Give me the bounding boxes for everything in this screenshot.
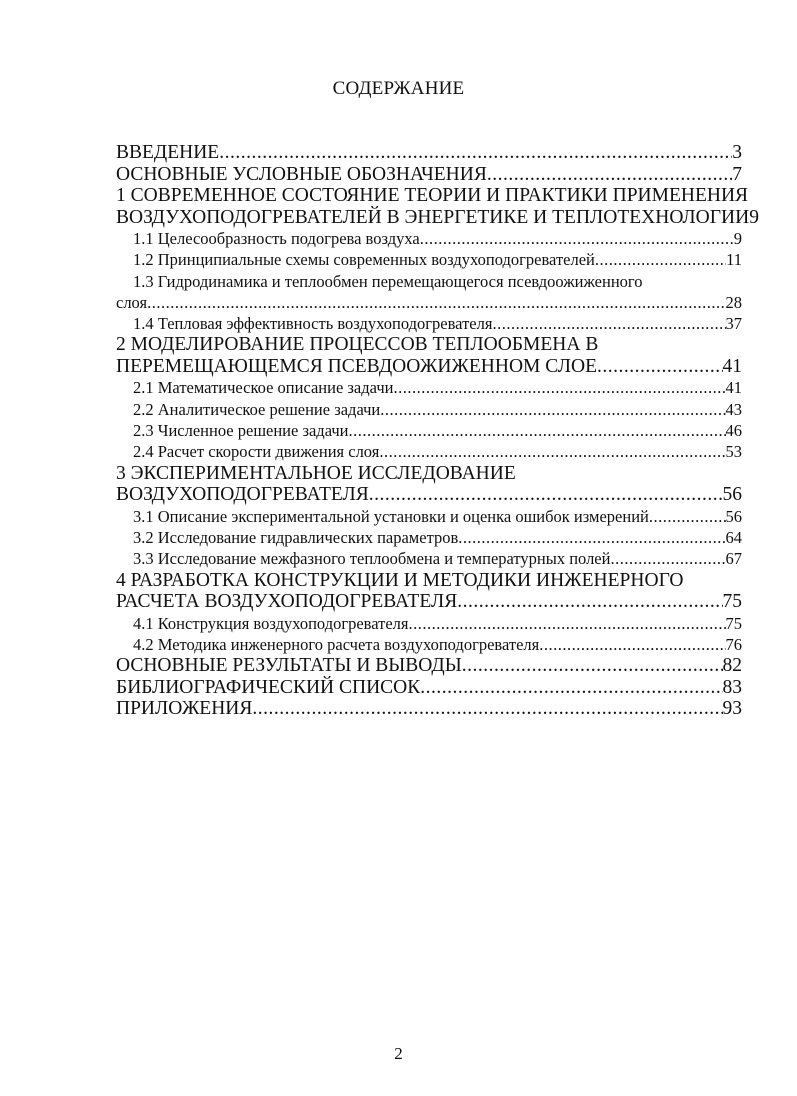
toc-entry-label-line1: 1 СОВРЕМЕННОЕ СОСТОЯНИЕ ТЕОРИИ И ПРАКТИКИ ПРИМЕНЕНИЯ [116, 185, 749, 206]
toc-page-number: 83 [722, 676, 742, 698]
toc-entry-label: ПЕРЕМЕЩАЮЩЕМСЯ ПСЕВДООЖИЖЕННОМ СЛОЕ [116, 355, 597, 377]
table-of-contents [116, 142, 759, 720]
toc-entry-bibliography[interactable] [116, 677, 742, 699]
dot-leader [539, 634, 725, 655]
toc-entry-section-3-1[interactable] [116, 506, 742, 527]
dot-leader [458, 527, 725, 548]
dot-leader [409, 613, 726, 634]
toc-entry-label: 2.3 Численное решение задачи [133, 421, 349, 441]
toc-entry-label: 2.4 Расчет скорости движения слоя [133, 442, 380, 462]
toc-page-number: 41 [725, 378, 742, 398]
toc-page-number: 67 [725, 549, 742, 569]
toc-page-number: 7 [732, 163, 742, 185]
dot-leader [595, 249, 726, 270]
toc-entry-chapter-3[interactable] [116, 463, 742, 506]
toc-entry-introduction[interactable] [116, 142, 742, 164]
toc-entry-section-1-4[interactable] [116, 313, 742, 334]
toc-entry-label: 3.2 Исследование гидравлических параметров [133, 527, 459, 547]
toc-entry-section-2-3[interactable] [116, 420, 742, 441]
dot-leader [348, 420, 725, 441]
toc-entry-label-line1: 2 МОДЕЛИРОВАНИЕ ПРОЦЕССОВ ТЕПЛООБМЕНА В [116, 334, 599, 356]
toc-page-number: 76 [725, 634, 742, 654]
toc-entry-chapter-2[interactable] [116, 334, 742, 377]
toc-entry-chapter-1[interactable] [116, 185, 759, 228]
toc-entry-label: ВОЗДУХОПОДОГРЕВАТЕЛЯ [116, 484, 369, 506]
toc-entry-results[interactable] [116, 655, 742, 677]
toc-page-number: 28 [725, 292, 742, 312]
toc-page-number: 9 [733, 229, 742, 248]
dot-leader [492, 313, 725, 334]
dot-leader [393, 377, 725, 398]
toc-page-number: 56 [722, 484, 742, 506]
toc-entry-label-line1: 1.3 Гидродинамика и теплообмен перемещающегося псевдоожиженного [133, 271, 643, 291]
toc-entry-label: 1.4 Тепловая эффективность воздухоподогревателя [133, 314, 493, 334]
toc-entry-section-3-3[interactable] [116, 548, 742, 569]
toc-entry-label: 4.1 Конструкция воздухоподогревателя [133, 613, 409, 633]
dot-leader [457, 591, 722, 613]
toc-page-number: 82 [722, 655, 742, 677]
toc-page-number: 56 [725, 506, 742, 526]
dot-leader [649, 506, 726, 527]
page-number: 2 [394, 1044, 403, 1063]
toc-entry-chapter-4[interactable] [116, 570, 742, 613]
dot-leader [369, 484, 723, 506]
toc-page-number: 43 [725, 399, 742, 419]
toc-entry-label: ПРИЛОЖЕНИЯ [116, 698, 253, 720]
toc-page-number: 93 [722, 698, 742, 720]
toc-page-number: 37 [725, 314, 742, 334]
toc-entry-section-4-1[interactable] [116, 613, 742, 634]
toc-page-number: 53 [725, 442, 742, 462]
dot-leader [380, 399, 725, 420]
toc-entry-notation[interactable] [116, 164, 742, 186]
toc-entry-label: 1.1 Целесообразность подогрева воздуха [133, 229, 420, 248]
toc-entry-label: 2.1 Математическое описание задачи [133, 378, 394, 398]
dot-leader [219, 142, 732, 164]
toc-page-number: 64 [725, 527, 742, 547]
dot-leader [379, 441, 725, 462]
dot-leader [597, 356, 723, 378]
toc-entry-label-line1: 4 РАЗРАБОТКА КОНСТРУКЦИИ И МЕТОДИКИ ИНЖЕНЕРНОГО [116, 569, 684, 591]
toc-entry-section-4-2[interactable] [116, 634, 742, 655]
toc-entry-label: 3.3 Исследование межфазного теплообмена и температурных полей [133, 549, 611, 569]
toc-page-number: 11 [726, 250, 742, 270]
dot-leader [487, 164, 732, 186]
toc-entry-section-1-1[interactable] [116, 228, 742, 249]
toc-entry-section-1-2[interactable] [116, 249, 742, 270]
toc-entry-label: слоя [116, 292, 148, 312]
dot-leader [420, 228, 734, 249]
toc-entry-label: ОСНОВНЫЕ РЕЗУЛЬТАТЫ И ВЫВОДЫ [116, 655, 462, 677]
toc-entry-label: БИБЛИОГРАФИЧЕСКИЙ СПИСОК [116, 676, 421, 698]
toc-entry-section-2-4[interactable] [116, 441, 742, 462]
toc-entry-section-2-2[interactable] [116, 399, 742, 420]
dot-leader [252, 698, 722, 720]
toc-page-number: 3 [732, 142, 742, 163]
toc-entry-label: РАСЧЕТА ВОЗДУХОПОДОГРЕВАТЕЛЯ [116, 591, 458, 613]
page-title: СОДЕРЖАНИЕ [332, 78, 465, 99]
toc-entry-section-1-3[interactable] [116, 271, 742, 314]
toc-page-number: 75 [725, 613, 742, 633]
toc-entry-label: ОСНОВНЫЕ УСЛОВНЫЕ ОБОЗНАЧЕНИЯ [116, 163, 487, 185]
toc-entry-label-line1: 3 ЭКСПЕРИМЕНТАЛЬНОЕ ИССЛЕДОВАНИЕ [116, 462, 516, 484]
dot-leader [462, 655, 723, 677]
toc-entry-appendices[interactable] [116, 698, 742, 720]
toc-page-number: 41 [722, 355, 742, 377]
toc-page-number: 9 [749, 206, 759, 228]
toc-entry-label: 1.2 Принципиальные схемы современных воздухоподогревателей [133, 250, 595, 270]
toc-page-number: 46 [725, 421, 742, 441]
dot-leader [147, 292, 725, 313]
toc-entry-section-3-2[interactable] [116, 527, 742, 548]
toc-page-number: 75 [722, 591, 742, 613]
toc-entry-label: 2.2 Аналитическое решение задачи [133, 399, 381, 419]
dot-leader [610, 548, 725, 569]
toc-entry-label: ВВЕДЕНИЕ [116, 142, 220, 163]
toc-entry-label: 3.1 Описание экспериментальной установки и оценка ошибок измерений [133, 506, 649, 526]
dot-leader [420, 677, 722, 699]
toc-entry-section-2-1[interactable] [116, 377, 742, 398]
toc-entry-label: 4.2 Методика инженерного расчета воздухоподогревателя [133, 634, 540, 654]
toc-entry-label: ВОЗДУХОПОДОГРЕВАТЕЛЕЙ В ЭНЕРГЕТИКЕ И ТЕПЛОТЕХНОЛОГИИ [116, 206, 750, 228]
